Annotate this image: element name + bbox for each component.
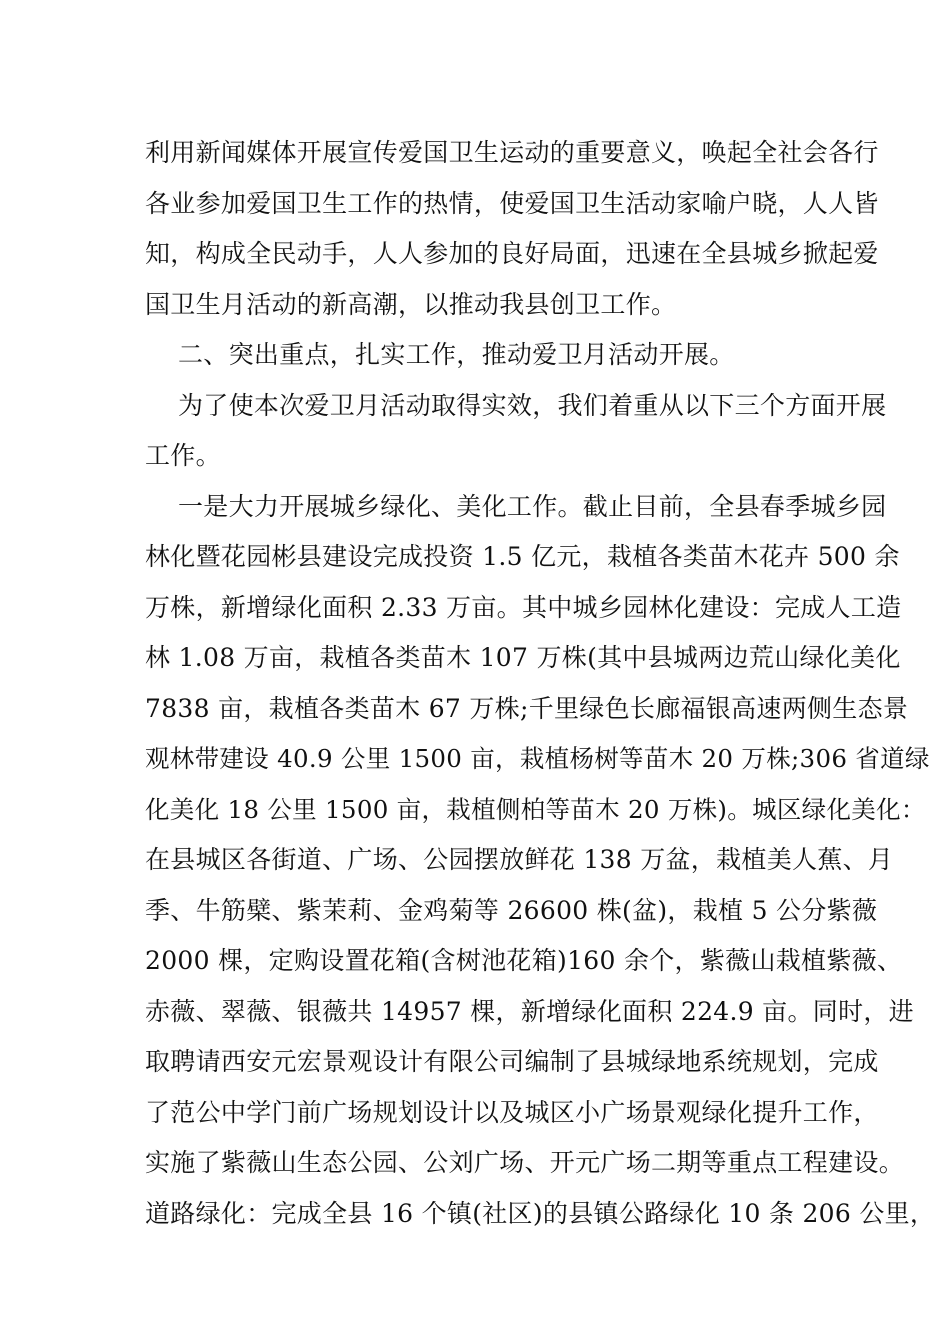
text-line: 观林带建设 40.9 公里 1500 亩，栽植杨树等苗木 20 万株;306 省道绿 [145,744,930,773]
text-line: 林化暨花园彬县建设完成投资 1.5 亿元，栽植各类苗木花卉 500 余 [145,542,900,571]
text-line: 赤薇、翠薇、银薇共 14957 棵，新增绿化面积 224.9 亩。同时，进 [145,997,914,1026]
text-line: 知，构成全民动手，人人参加的良好局面，迅速在全县城乡掀起爱 [145,239,879,268]
text-line: 国卫生月活动的新高潮，以推动我县创卫工作。 [145,290,677,319]
text-line: 季、牛筋檗、紫茉莉、金鸡菊等 26600 株(盆)，栽植 5 公分紫薇 [145,896,878,925]
text-line: 利用新闻媒体开展宣传爱国卫生运动的重要意义，唤起全社会各行 [145,138,879,167]
text-line: 为了使本次爱卫月活动取得实效，我们着重从以下三个方面开展 [178,391,887,420]
text-line: 道路绿化：完成全县 16 个镇(社区)的县镇公路绿化 10 条 206 公里， [145,1199,936,1228]
text-line: 2000 棵，定购设置花箱(含树池花箱)160 余个，紫薇山栽植紫薇、 [145,946,903,975]
text-line: 7838 亩，栽植各类苗木 67 万株;千里绿色长廊福银高速两侧生态景 [145,694,909,723]
text-line: 林 1.08 万亩，栽植各类苗木 107 万株(其中县城两边荒山绿化美化 [145,643,901,672]
text-line: 工作。 [145,441,221,470]
text-line: 各业参加爱国卫生工作的热情，使爱国卫生活动家喻户晓，人人皆 [145,189,879,218]
text-line: 了范公中学门前广场规划设计以及城区小广场景观绿化提升工作， [145,1098,879,1127]
text-line: 万株，新增绿化面积 2.33 万亩。其中城乡园林化建设：完成人工造 [145,593,902,622]
text-line: 取聘请西安元宏景观设计有限公司编制了县城绿地系统规划，完成 [145,1047,879,1076]
text-line: 在县城区各街道、广场、公园摆放鲜花 138 万盆，栽植美人蕉、月 [145,845,894,874]
text-line: 实施了紫薇山生态公园、公刘广场、开元广场二期等重点工程建设。 [145,1148,905,1177]
text-line: 化美化 18 公里 1500 亩，栽植侧柏等苗木 20 万株)。城区绿化美化： [145,795,926,824]
text-line: 一是大力开展城乡绿化、美化工作。截止目前，全县春季城乡园 [178,492,887,521]
section-heading: 二、突出重点，扎实工作，推动爱卫月活动开展。 [178,340,735,369]
